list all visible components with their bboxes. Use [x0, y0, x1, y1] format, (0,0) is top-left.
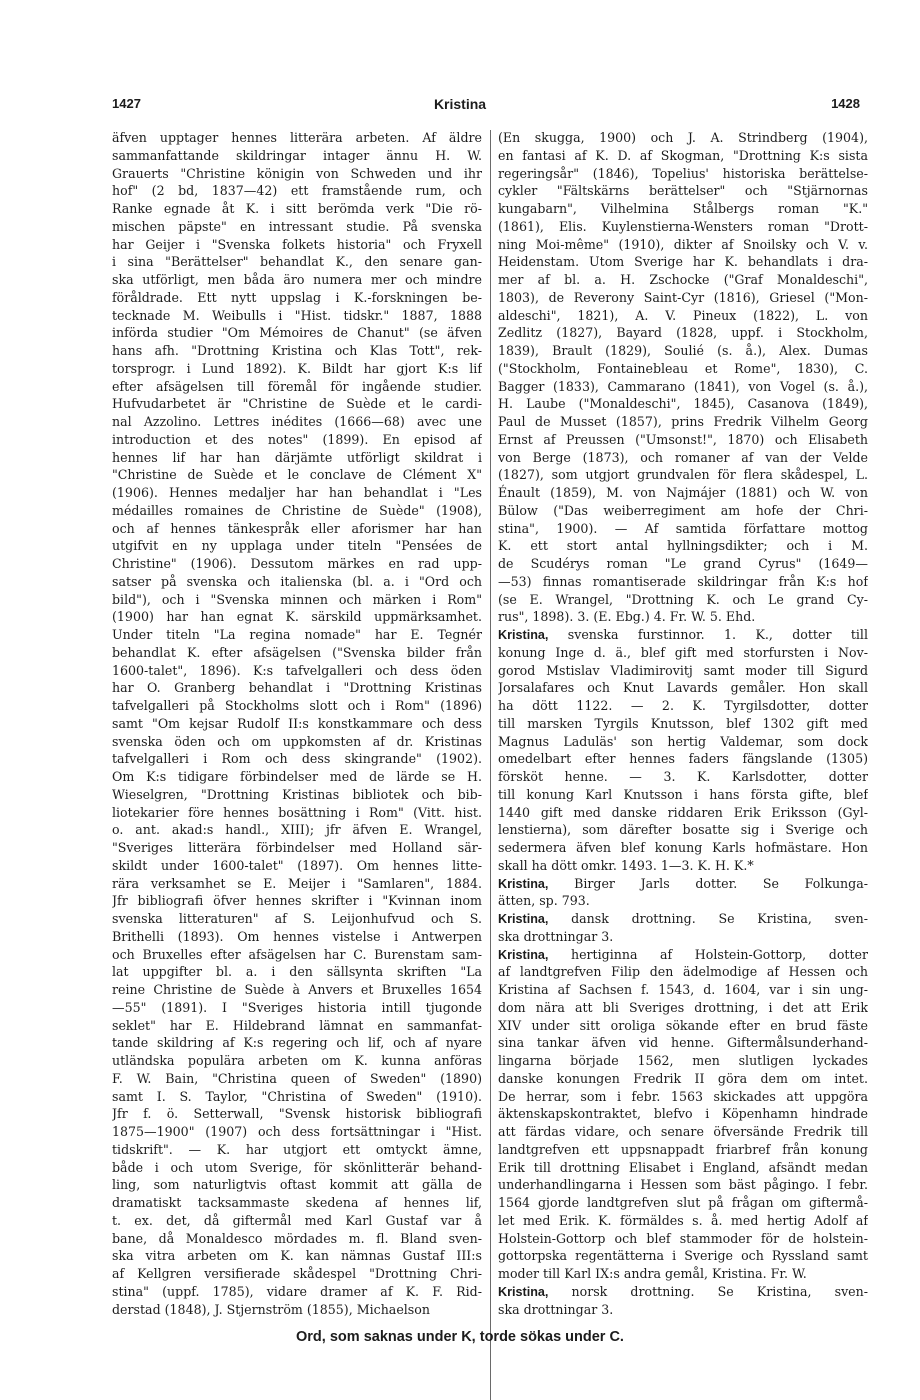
text-line: de Scudérys roman "Le grand Cyrus" (1649—	[498, 556, 868, 571]
text-line: försköt henne. — 3. K. Karlsdotter, dotter	[498, 769, 868, 784]
text-line: K. ett stort antal hyllningsdikter; och i M.	[498, 538, 868, 554]
text-line: nal Azzolino. Lettres inédites (1666—68) avec une	[112, 414, 482, 429]
text-line: ska utförligt, men båda äro numera mer och mindre	[112, 272, 482, 287]
text-line: Hufvudarbetet är "Christine de Suède et le cardi-	[112, 396, 482, 412]
text-line: Erik till drottning Elisabet i England, afsändt medan	[498, 1159, 868, 1175]
text-line: seklet" har E. Hildebrand lämnat en sammanfat-	[112, 1017, 482, 1033]
text-line: —55" (1891). I "Sveriges historia intill tjugonde	[112, 999, 482, 1015]
text-line: landtgrefven ett uppsnappadt friarbref från konung	[498, 1141, 868, 1157]
text-line: Om K:s tidigare förbindelser med de lärde se H.	[112, 769, 482, 784]
text-line: tecknade M. Weibulls i "Hist. tidskr." 1887, 1888	[112, 307, 482, 323]
text-line: Heidenstam. Utom Sverige har K. behandlats i dra-	[498, 254, 868, 270]
text-line: skall ha dött omkr. 1493. 1—3. K. H. K.*	[498, 857, 754, 873]
text-line: 1803), de Reverony Saint-Cyr (1816), Griesel ("Mon-	[498, 289, 868, 305]
text-line: De herrar, som i febr. 1563 skickades att uppgöra	[498, 1088, 868, 1104]
entry-headword: Kristina,	[498, 628, 549, 642]
text-line: utgifvit en ny upplaga under titeln "Pensées de	[112, 538, 482, 554]
text-line: bane, då Monaldesco mördades m. fl. Bland sven-	[112, 1230, 482, 1246]
text-line: lenstierna), som därefter bosatte sig i Sverige och	[498, 822, 868, 838]
text-line: satser på svenska och italienska (bl. a. i "Ord och	[112, 573, 482, 589]
text-line: Ernst af Preussen ("Umsonst!", 1870) och Elisabeth	[498, 431, 868, 447]
text-line: samt "Om kejsar Rudolf II:s konstkammare och dess	[112, 715, 482, 731]
text-line: Jfr bibliografi öfver hennes skrifter i "Kvinnan inom	[112, 893, 482, 909]
text-line: svenska öden och om uppkomsten af dr. Kristinas	[112, 733, 482, 749]
text-line: Jfr f. ö. Setterwall, "Svensk historisk bibliografi	[112, 1106, 482, 1122]
text-line: gottorpska regentätterna i Sverige och Ryssland samt	[498, 1248, 868, 1264]
text-line: till konung Karl Knutsson i hans första gifte, blef	[498, 786, 868, 802]
text-line: let med Erik. K. förmäldes s. å. med hertig Adolf af	[498, 1212, 868, 1228]
text-line: samt I. S. Taylor, "Christina of Sweden" (1910).	[112, 1088, 482, 1104]
text-line: tidskrift". — K. har utgjort ett omtyckt ämne,	[112, 1141, 482, 1157]
text-line: XIV under sitt oroliga sökande efter en brud fäste	[498, 1017, 868, 1033]
page-title: Kristina	[433, 96, 487, 112]
text-line: von Berge (1873), och romaner af van der Velde	[498, 449, 868, 465]
text-line: hans afh. "Drottning Kristina och Klas Tott", rek-	[112, 343, 482, 358]
text-line: Christine" (1906). Dessutom märkes en rad upp-	[112, 556, 482, 571]
text-line: Wieselgren, "Drottning Kristinas bibliotek och bib-	[112, 786, 482, 802]
text-line: hof" (2 bd, 1837—42) ett framstående rum, och	[112, 183, 482, 199]
right-column	[498, 129, 868, 1318]
text-line: ska vitra arbeten om K. kan nämnas Gustaf III:s	[112, 1248, 482, 1264]
left-column	[112, 129, 482, 1318]
text-line: Bagger (1833), Cammarano (1841), von Vogel (s. å.),	[498, 378, 868, 394]
text-line: rära verksamhet se E. Meijer i "Samlaren", 1884.	[112, 875, 482, 891]
page-number-left: 1427	[112, 96, 141, 111]
text-line: (En skugga, 1900) och J. A. Strindberg (1904),	[498, 130, 868, 145]
text-line: Brithelli (1893). Om hennes vistelse i Antwerpen	[112, 928, 482, 944]
text-line: mer af bl. a. H. Zschocke ("Graf Monaldeschi",	[498, 272, 868, 287]
text-line: t. ex. det, då giftermål med Karl Gustaf var å	[112, 1212, 482, 1228]
text-line: ätten, sp. 793.	[498, 893, 590, 909]
text-line: (se E. Wrangel, "Drottning K. och Le grand Cy-	[498, 591, 868, 607]
text-line: dramatiskt tacksammaste skedena af hennes lif,	[112, 1195, 482, 1210]
text-line: hennes lif har han därjämte utförligt skildrat i	[112, 449, 482, 465]
text-line: rus", 1898). 3. (E. Ebg.) 4. Fr. W. 5. Ehd.	[498, 609, 756, 625]
left-column-lines	[112, 129, 482, 1318]
page-header	[0, 96, 920, 116]
text-line: underhandlingarna i Hessen som bäst pågingo. I febr.	[498, 1177, 868, 1193]
text-line: ska drottningar 3.	[498, 1301, 614, 1317]
text-line: tafvelgalleri i Rom och dess skingrande" (1902).	[112, 751, 482, 767]
text-line: moder till Karl IX:s andra gemål, Kristina. Fr. W.	[498, 1266, 807, 1281]
text-line: behandlat K. efter afsägelsen ("Svenska bilder från	[112, 644, 482, 660]
text-line: att färdas vidare, och senare öfversände Fredrik till	[498, 1124, 868, 1139]
text-line: Grauerts "Christine königin von Schweden und ihr	[112, 165, 482, 181]
text-line: Kristina af Sachsen f. 1543, d. 1604, var i sin ung-	[498, 982, 868, 997]
text-line: 1875—1900" (1907) och dess fortsättningar i "Hist.	[112, 1124, 482, 1139]
page-number-right: 1428	[831, 96, 860, 111]
text-line: —53) finnas romantiserade skildringar från K:s hof	[498, 573, 868, 589]
text-line: Kristina, dansk drottning. Se Kristina, sven-	[498, 911, 868, 926]
text-line: kungabarn", Vilhelmina Stålbergs roman "K."	[498, 201, 868, 216]
text-line: (1906). Hennes medaljer har han behandlat i "Les	[112, 485, 482, 500]
text-line: 1440 gift med danske riddaren Erik Eriksson (Gyl-	[498, 804, 868, 820]
text-line: "Christine de Suède et le conclave de Clément X"	[112, 467, 482, 483]
text-line: både i och utom Sverige, för skönlitterär behand-	[112, 1159, 482, 1175]
text-line: svenska litteraturen" af S. Leijonhufvud och S.	[112, 911, 482, 926]
text-line: torsprogr. i Lund 1892). K. Bildt har gjort K:s lif	[112, 360, 482, 376]
text-line: har Geijer i "Svenska folkets historia" och Fryxell	[112, 236, 482, 252]
text-line: Under titeln "La regina nomade" har E. Tegnér	[112, 627, 482, 642]
text-line: ha dött 1122. — 2. K. Tyrgilsdotter, dotter	[498, 698, 868, 713]
text-line: Kristina, Birger Jarls dotter. Se Folkunga-	[498, 875, 868, 891]
text-line: af landtgrefven Filip den ädelmodige af Hessen och	[498, 964, 868, 980]
footer-note: Ord, som saknas under K, torde sökas under C.	[296, 1329, 624, 1345]
text-line: (1827), som utgjort grundvalen för flera skådespel, L.	[498, 467, 868, 483]
entry-headword: Kristina,	[498, 1284, 549, 1299]
entry-headword: Kristina,	[498, 947, 549, 962]
text-line: o. ant. akad:s handl., XIII); jfr äfven E. Wrangel,	[112, 822, 482, 838]
text-line: till marsken Tyrgils Knutsson, blef 1302 gift med	[498, 715, 868, 731]
text-line: en fantasi af K. D. af Skogman, "Drottning K:s sista	[498, 147, 868, 163]
text-line: Holstein-Gottorp och blef stammoder för de holstein-	[498, 1230, 868, 1246]
text-line: Énault (1859), M. von Najmájer (1881) och W. von	[498, 485, 868, 500]
text-line: "Sveriges litterära förbindelser med Holland sär-	[112, 840, 482, 855]
text-line: ska drottningar 3.	[498, 928, 614, 944]
text-line: derstad (1848), J. Stjernström (1855), Michaelson	[112, 1301, 430, 1317]
text-line: dom nära att bli Sveriges drottning, i det att Erik	[498, 999, 868, 1015]
text-line: ling, som naturligtvis oftast kommit att gälla de	[112, 1177, 482, 1193]
text-line: aldeschi", 1821), A. V. Pineux (1822), L. von	[498, 307, 868, 323]
text-line: médailles romaines de Christine de Suède" (1908),	[112, 502, 482, 518]
text-line: ("Stockholm, Fontainebleau et Rome", 1830), C.	[498, 360, 868, 376]
entry-headword: Kristina,	[498, 912, 549, 926]
text-line: och Bruxelles efter afsägelsen har C. Burenstam sam-	[112, 946, 482, 962]
text-line: Kristina, svenska furstinnor. 1. K., dotter till	[498, 627, 868, 642]
text-line: lingarna började 1562, men slutligen lyckades	[498, 1053, 868, 1068]
text-line: (1900) har han egnat K. särskild uppmärksamhet.	[112, 609, 482, 625]
text-line: H. Laube ("Monaldeschi", 1845), Casanova (1849),	[498, 396, 868, 412]
right-column-lines	[498, 129, 868, 1318]
text-line: införda studier "Om Mémoires de Chanut" (se äfven	[112, 325, 482, 341]
text-line: lat uppgifter bl. a. i den sällsynta skriften "La	[112, 964, 482, 980]
text-line: liotekarier före hennes bosättning i Rom" (Vitt. hist.	[112, 804, 482, 820]
text-line: danske konungen Fredrik II göra dem om intet.	[498, 1070, 868, 1086]
text-line: 1564 gjorde landtgrefven slut på frågan om giftermå-	[498, 1195, 868, 1210]
text-line: sammanfattande skildringar intager ännu H. W.	[112, 147, 482, 163]
text-line: efter afsägelsen till föremål för ingående studier.	[112, 378, 482, 394]
text-line: mischen päpste" en intressant studie. På svenska	[112, 218, 482, 234]
text-line: regeringsår" (1846), Topelius' historiska berättelse-	[498, 165, 868, 181]
text-line: Bülow ("Das weiberregiment am hofe der Chri-	[498, 502, 868, 518]
text-line: cykler "Fältskärns berättelser" och "Stjärnornas	[498, 183, 868, 199]
text-line: konung Inge d. ä., blef gift med storfursten i Nov-	[498, 644, 868, 660]
text-line: Paul de Musset (1857), prins Fredrik Vilhelm Georg	[498, 414, 868, 429]
text-line: äktenskapskontraktet, blefvo i Köpenhamn hindrade	[498, 1106, 868, 1122]
column-divider	[490, 130, 491, 1400]
text-line: Kristina, norsk drottning. Se Kristina, sven-	[498, 1283, 868, 1299]
text-line: utländska populära arbeten om K. kunna anföras	[112, 1053, 482, 1068]
entry-headword: Kristina,	[498, 876, 549, 891]
text-line: 1839), Brault (1829), Soulié (s. å.), Alex. Dumas	[498, 343, 868, 358]
text-line: Ranke egnade åt K. i sitt berömda verk "Die rö-	[112, 201, 482, 216]
text-line: Magnus Laduläs' son hertig Valdemar, som dock	[498, 733, 868, 749]
text-line: Kristina, hertiginna af Holstein-Gottorp, dotter	[498, 946, 868, 962]
text-line: i sina "Berättelser" behandlat K., den senare gan-	[112, 254, 482, 270]
text-line: omedelbart efter hennes faders fängslande (1305)	[498, 751, 868, 767]
text-line: tafvelgalleri på Stockholms slott och i Rom" (1896)	[112, 698, 482, 713]
text-line: stina" (uppf. 1785), vidare dramer af K. F. Rid-	[112, 1283, 482, 1299]
text-line: och af hennes tänkespråk eller aforismer har han	[112, 520, 482, 536]
text-line: har O. Granberg behandlat i "Drottning Kristinas	[112, 680, 482, 696]
text-line: 1600-talet", 1896). K:s tafvelgalleri och dess öden	[112, 662, 482, 678]
text-line: skildt under 1600-talet" (1897). Om hennes litte-	[112, 857, 482, 873]
text-line: introduction et des notes" (1899). En episod af	[112, 431, 482, 447]
text-line: ning Moi-même" (1910), dikter af Snoilsky och V. v.	[498, 236, 868, 252]
text-line: stina", 1900). — Af samtida författare mottog	[498, 520, 868, 536]
text-line: F. W. Bain, "Christina queen of Sweden" (1890)	[112, 1070, 482, 1086]
text-line: reine Christine de Suède à Anvers et Bruxelles 1654	[112, 982, 482, 997]
text-line: af Kellgren versifierade skådespel "Drottning Chri-	[112, 1266, 482, 1281]
text-line: äfven upptager hennes litterära arbeten. Af äldre	[112, 130, 482, 145]
text-line: Jorsalafares och Knut Lavards gemåler. Hon skall	[498, 680, 868, 696]
text-line: sina tankar äfven vid henne. Giftermålsunderhand-	[498, 1035, 868, 1051]
text-line: tande skildring af K:s regering och lif, och af nyare	[112, 1035, 482, 1051]
text-line: sedermera äfven blef konung Karls hofmästare. Hon	[498, 840, 868, 855]
text-line: Zedlitz (1827), Bayard (1828, uppf. i Stockholm,	[498, 325, 868, 341]
text-line: bild"), och i "Svenska minnen och märken i Rom"	[112, 591, 482, 607]
text-line: föråldrade. Ett nytt uppslag i K.-forskningen be-	[112, 289, 482, 305]
text-line: gorod Mstislav Vladimirovitj samt moder till Sigurd	[498, 662, 868, 678]
text-line: (1861), Elis. Kuylenstierna-Wensters roman "Drott-	[498, 218, 868, 234]
